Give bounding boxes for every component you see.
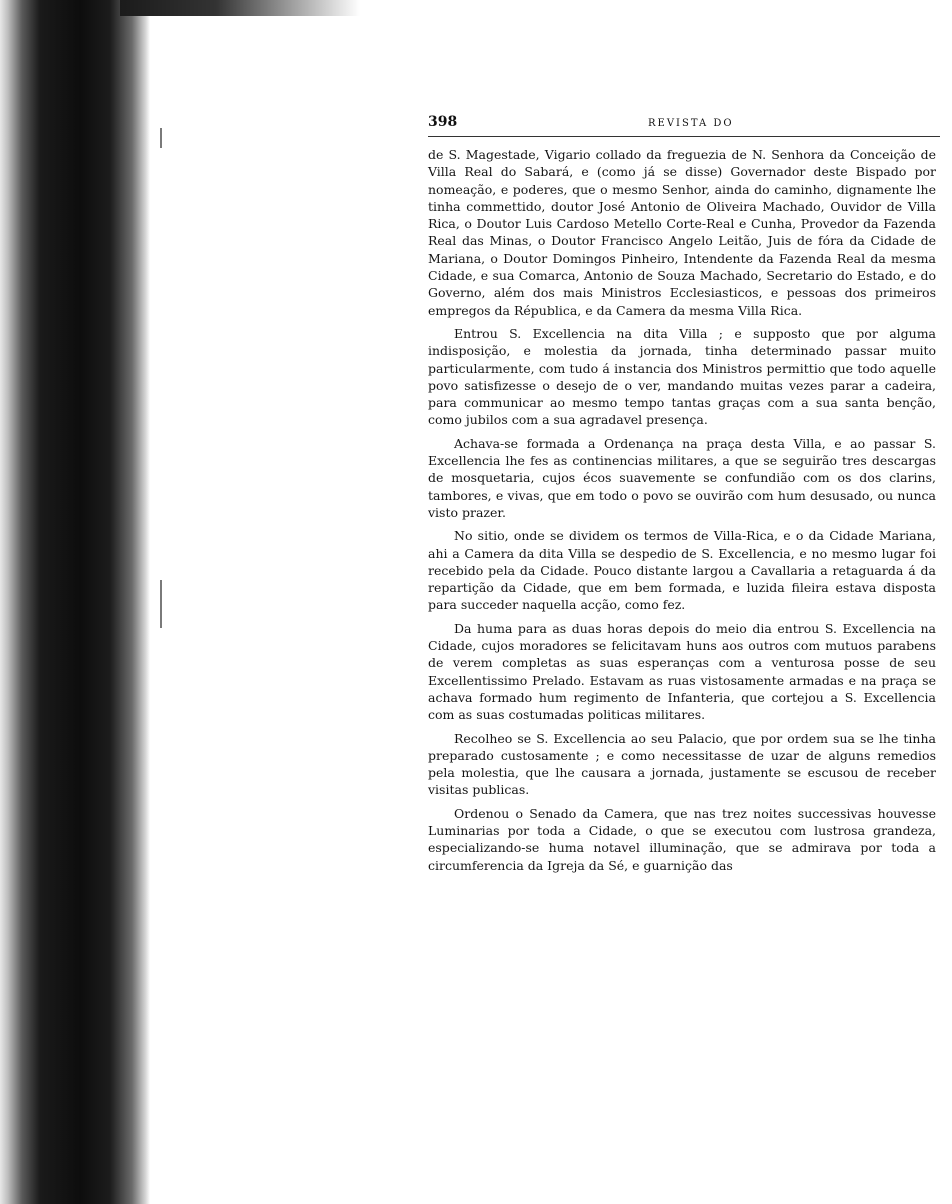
paragraph: de S. Magestade, Vigario collado da freguezia de N. Senhora da Conceição de Villa Real do Sabará, e (como já se disse) Governador deste Bispado por nomeação, e poderes, que o mesmo Senhor, ainda do caminho, dignamente lhe tinha commettido, doutor José Antonio de Oliveira Machado, Ouvidor de Villa Rica, o Doutor Luis Cardoso Metello Corte-Real e Cunha, Provedor da Fazenda Real das Minas, o Doutor Francisco Angelo Leitão, Juis de fóra da Cidade de Mariana, o Doutor Domingos Pinheiro, Intendente da Fazenda Real da mesma Cidade, e sua Comarca, Antonio de Souza Machado, Secretario do Estado, e do Governo, além dos mais Ministros Ecclesiasticos, e pessoas dos primeiros empregos da Républica, e da Camera da mesma Villa Rica. xyxy=(428,147,936,318)
running-title: REVISTA DO xyxy=(648,118,734,129)
binding-top-shadow xyxy=(120,0,360,16)
paragraph: No sitio, onde se dividem os termos de Villa-Rica, e o da Cidade Mariana, ahi a Camera da dita Villa se despedio de S. Excellencia, e no mesmo lugar foi recebido pela da Cidade. Pouco distante largou a Cavallaria a retaguarda á da repartição da Cidade, que em bem formada, e luzida fileira estava disposta para succeder naquella acção, como fez. xyxy=(428,528,936,613)
margin-mark xyxy=(160,580,162,628)
paragraph: Entrou S. Excellencia na dita Villa ; e supposto que por alguma indisposição, e molestia da jornada, tinha determinado passar muito particularmente, com tudo á instancia dos Ministros permittio que todo aquelle povo satisfizesse o desejo de o ver, mandando muitas vezes parar a cadeira, para communicar ao mesmo tempo tantas graças com a sua santa benção, como jubilos com a sua agradavel presença. xyxy=(428,325,936,428)
margin-mark xyxy=(160,128,162,148)
book-binding-gutter xyxy=(0,0,150,1204)
paragraph: Da huma para as duas horas depois do meio dia entrou S. Excellencia na Cidade, cujos moradores se felicitavam huns aos outros com mutuos parabens de verem completas as suas esperanças com a venturosa posse de seu Excellentissimo Prelado. Estavam as ruas vistosamente armadas e na praça se achava formado hum regimento de Infanteria, que cortejou a S. Excellencia com as suas costumadas politicas militares. xyxy=(428,620,936,723)
paragraph: Ordenou o Senado da Camera, que nas trez noites successivas houvesse Luminarias por toda a Cidade, o que se executou com lustrosa grandeza, especializando-se huma notavel illuminação, que se admirava por toda a circumferencia da Igreja da Sé, e guarnição das xyxy=(428,805,936,873)
paragraph: Recolheo se S. Excellencia ao seu Palacio, que por ordem sua se lhe tinha preparado custosamente ; e como necessitasse de uzar de alguns remedios pela molestia, que lhe causara a jornada, justamente se escusou de receber visitas publicas. xyxy=(428,730,936,798)
page-header xyxy=(428,114,940,137)
paragraph: Achava-se formada a Ordenança na praça desta Villa, e ao passar S. Excellencia lhe fes as continencias militares, a que se seguirão tres descargas de mosquetaria, cujos écos suavemente se confundião com os dos clarins, tambores, e vivas, que em todo o povo se ouvirão com hum desusado, ou nunca visto prazer. xyxy=(428,435,936,520)
page-number: 398 xyxy=(428,114,458,130)
body-text xyxy=(428,146,936,880)
